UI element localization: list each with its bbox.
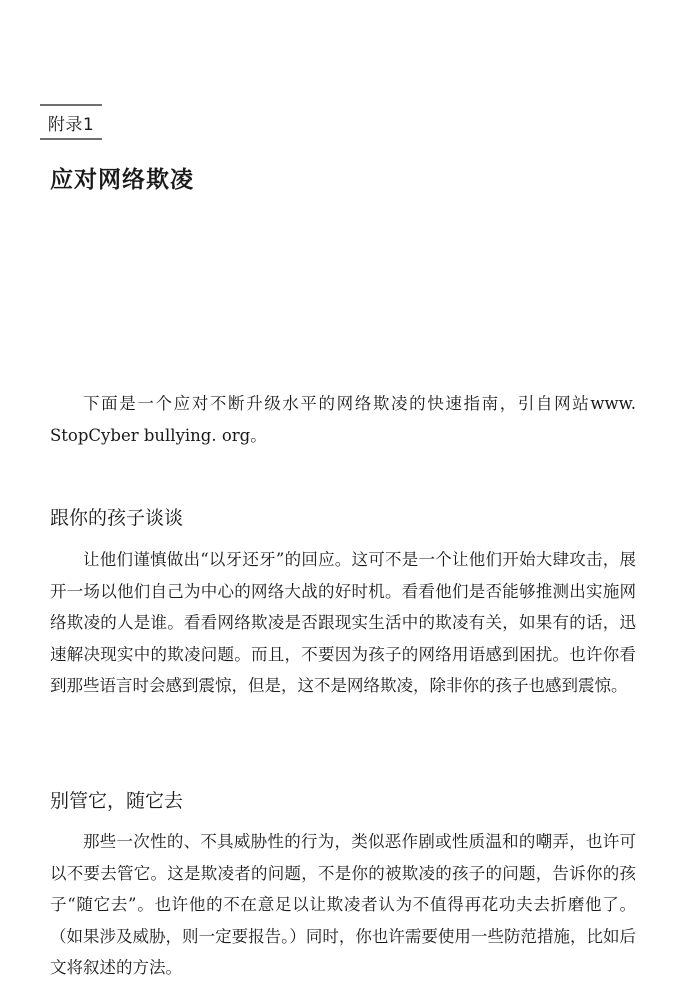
section-body-ignore-it: 那些一次性的、不具威胁性的行为，类似恶作剧或性质温和的嘲弄，也许可以不要去管它。这是欺凌者的问题，不是你的被欺凌的孩子的问题，告诉你的孩子“随它去”。也许他的不在意足以让欺凌者认为不值得再花功夫去折磨他了。（如果涉及威胁，则一定要报告。）同时，你也许需要使用一些防范措施，比如后文将叙述的方法。 [50, 832, 636, 977]
appendix-label: 附录1 [40, 104, 102, 140]
section-heading-ignore-it: 别管它，随它去 [50, 790, 184, 812]
intro-paragraph: 下面是一个应对不断升级水平的网络欺凌的快速指南，引自网站www. StopCyber bullying. org。 [50, 394, 636, 445]
section-body-talk-to-child: 让他们谨慎做出“以牙还牙”的回应。这可不是一个让他们开始大肆攻击，展开一场以他们自己为中心的网络大战的好时机。看看他们是否能够推测出实施网络欺凌的人是谁。看看网络欺凌是否跟现实生活中的欺凌有关，如果有的话，迅速解决现实中的欺凌问题。而且，不要因为孩子的网络用语感到困扰。也许你看到那些语言时会感到震惊，但是，这不是网络欺凌，除非你的孩子也感到震惊。 [50, 550, 636, 695]
page-title: 应对网络欺凌 [50, 167, 194, 193]
section-heading-talk-to-child: 跟你的孩子谈谈 [50, 507, 184, 529]
